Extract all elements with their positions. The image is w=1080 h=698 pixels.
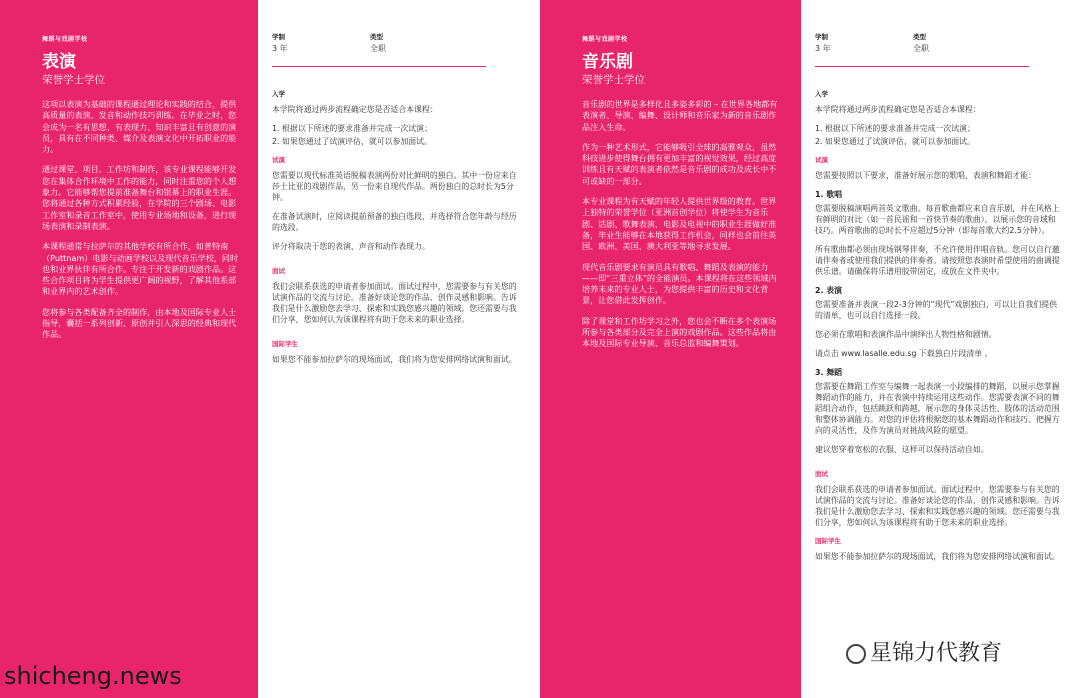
acting-paragraph: 请点击 www.lasalle.edu.sg 下载独白片段清单 。: [815, 349, 993, 358]
program-title: 音乐剧: [582, 52, 633, 72]
intro-paragraph: 本课程通常与拉萨尔的其他学校有所合作，如普特南（Puttnam）电影与动画学校以及现代音乐学校，同时也和业界伙伴有所合作。专注于开发新的戏剧作品。这些合作项目将为学生提供更广阔的视野，了解其他系部和业界内的艺术创作。: [42, 241, 239, 297]
audition-paragraph: 您需要以现代标准英语脱稿表演两份对比鲜明的独白。其中一份应来自莎士比亚的戏剧作品，另一份来自现代作品。两份独白的总时长为5分钟。: [272, 171, 517, 202]
dance-heading: 3. 舞蹈: [815, 368, 843, 377]
admission-heading: 入学: [815, 90, 828, 98]
intro-paragraph: 作为一种艺术形式，它能够吸引全球的高雅观众，虽然科技进步使得舞台拥有更加丰富的视觉效果，经过高度训练且有天赋的表演者依然是音乐剧的成功及成长中不可或缺的一部分。: [582, 141, 777, 186]
audition-heading: 试演: [815, 156, 828, 164]
acting-admission-page: [258, 0, 540, 698]
acting-paragraph: 您需要准备并表演一段2-3分钟的“现代”戏剧独白，可以让自我们提供的清单，也可以自行选择一段。: [815, 300, 1058, 320]
interview-paragraph: 我们会联系获选的申请者参加面试。面试过程中，您需要参与有关您的试演作品的交流与讨论。准备好谈论您的作品、创作灵感和影响。告诉我们是什么激励您去学习、探索和实践您感兴趣的领域。您还需要与我们分享，您如何认为该课程将有助于您未来的职业选择。: [815, 485, 1060, 527]
degree-subtitle: 荣誉学士学位: [582, 74, 645, 86]
intl-students-heading: 国际学生: [815, 537, 841, 545]
admission-step: 2. 如果您通过了试演评估，就可以参加面试。: [272, 137, 432, 146]
intro-paragraph: 这项以表演为基础的课程通过理论和实践的结合，提供高质量的表演、发音和动作技巧训练。在毕业之时，您会成为一名有思想、有表现力、知识丰富且有创意的演员，具有在不同种类、媒介及表演文化中开拓职业的能力。: [42, 99, 237, 155]
singing-paragraph: 您需要脱稿演唱两首英文歌曲。每首歌曲都应来自音乐剧，并在风格上有鲜明的对比（如一首民谣和一首快节奏的歌曲），以展示您的音域和技巧。两首歌曲的总时长不应超过5分钟（即每首歌大约2.5分钟）。: [815, 204, 1060, 235]
singing-paragraph: 所有歌曲都必须由现场钢琴伴奏，不允许使用伴唱音轨。您可以自行邀请伴奏者或使用我们提供的伴奏者。请按照您表演时希望使用的曲调提供乐谱。请确保将乐谱用胶带固定，或放在文件夹中。: [815, 245, 1060, 276]
brand-watermark: [842, 636, 1006, 667]
acting-intro-page: [0, 0, 258, 698]
type-value: 全职: [913, 44, 929, 53]
acting-heading: 2. 表演: [815, 286, 843, 295]
type-value: 全职: [370, 44, 386, 53]
audition-paragraph: 评分将取决于您的表演、声音和动作表现力。: [272, 242, 430, 251]
dance-note: 建议您穿着宽松的衣服，这样可以保持活动自如。: [815, 445, 989, 454]
intro-paragraph: 本专业课程为有天赋的年轻人提供世界级的教育。世界上独特的荣誉学位（亚洲首创学位）将使学生为音乐剧、话剧、歌舞表演、电影及电视中的职业生涯做好准备，毕业生能够在本地获得工作机会，同样也会前往英国、欧洲、美国、澳大利亚等地寻求发展。: [582, 196, 777, 252]
school-name: 舞蹈与戏剧学校: [42, 36, 88, 43]
musical-admission-page: [801, 0, 1080, 698]
intro-paragraph: 除了课堂和工作坊学习之外，您也会不断在多个表演场所参与各类部分及完全上演的戏剧作品。这些作品将由本地及国际专业导演、音乐总监和编舞策划。: [582, 315, 777, 349]
interview-heading: 面试: [815, 470, 828, 478]
program-meta: [815, 32, 1029, 67]
interview-paragraph: 我们会联系获选的申请者参加面试。面试过程中，您需要参与有关您的试演作品的交流与讨论。准备好谈论您的作品、创作灵感和影响。告诉我们是什么激励您去学习、探索和实践您感兴趣的领域。您还需要与我们分享，您如何认为该课程将有助于您未来的职业选择。: [272, 282, 517, 324]
type-label: 类型: [913, 33, 926, 41]
brand-watermark-text: 星锦力代教育: [870, 641, 1003, 666]
admission-step: 1. 根据以下所述的要求准备并完成一次试演；: [815, 124, 975, 133]
wechat-icon: [846, 644, 866, 664]
intl-students-paragraph: 如果您不能参加拉萨尔的现场面试，我们将为您安排网络试演和面试。: [815, 552, 1060, 561]
intro-paragraph: 您将参与各类配备齐全的制作，由本地及国际专业人士指导，囊括一系列创新、原创并引人深思的经典和现代作品。: [42, 306, 237, 340]
intro-paragraph: 音乐剧的世界是多样化且多姿多彩的 – 在世界各地都有表演者、导演、编舞、设计师和音乐家为新的音乐剧作品注入生命。: [582, 99, 778, 132]
musical-intro-page: [540, 0, 801, 698]
admission-heading: 入学: [272, 90, 285, 98]
school-name: 舞蹈与戏剧学校: [582, 36, 628, 43]
intro-paragraph: 现代音乐剧要求有演员具有歌唱、舞蹈及表演的能力——即“三重立体”的全能演员。本课程将在这些领域内培养未来的专业人士，为您提供丰富的历史和文化背景，让您借此发挥创作。: [582, 261, 777, 306]
duration-label: 学制: [272, 33, 285, 41]
intl-students-paragraph: 如果您不能参加拉萨尔的现场面试，我们将为您安排网络试演和面试。: [272, 355, 517, 364]
program-meta: [272, 32, 486, 67]
audition-paragraph: 在准备试演时，应阅读提前预备的独白选段，并选择符合您年龄与经历的选段。: [272, 212, 517, 232]
intro-paragraph: 通过课堂、项目、工作坊和制作，该专业课程能够开发您在集体合作环境中工作的能力，同时注重您的个人想象力。它能够帮您提前准备舞台和银幕上的职业生涯。您将通过各种方式积累经验，在学院的三个剧场、电影工作室和录音工作室中，使用专业场地和设备，进行现场表演和录制表演。: [42, 164, 237, 231]
degree-subtitle: 荣誉学士学位: [42, 74, 105, 86]
admission-step: 1. 根据以下所述的要求准备并完成一次试演；: [272, 124, 432, 133]
dance-paragraph: 您需要在舞蹈工作室与编舞一起表演一小段编排的舞蹈，以展示您掌握舞蹈动作的能力，并在表演中持续运用这些动作。您需要表演不同的舞蹈组合动作，包括跳跃和跨越，展示您的身体灵活性、肢体的活动范围和整体协调能力。对您的评估将根据您的基本舞蹈动作和技巧、把握方向的灵活性，及作为演员对挑战风险的愿望。: [815, 382, 1060, 435]
intl-students-heading: 国际学生: [272, 340, 298, 348]
site-watermark: shicheng.news: [4, 662, 182, 690]
type-label: 类型: [370, 33, 383, 41]
admission-intro: 本学院将通过两步流程确定您是否适合本课程：: [815, 105, 981, 114]
singing-heading: 1. 歌唱: [815, 190, 843, 199]
duration-value: 3 年: [815, 44, 831, 53]
duration-label: 学制: [815, 33, 828, 41]
interview-heading: 面试: [272, 267, 285, 275]
admission-step: 2. 如果您通过了试演评估，就可以参加面试。: [815, 137, 975, 146]
audition-heading: 试演: [272, 156, 285, 164]
duration-value: 3 年: [272, 44, 288, 53]
acting-paragraph: 您必须在歌唱和表演作品中演绎出人物性格和剧情。: [815, 330, 997, 339]
admission-intro: 本学院将通过两步流程确定您是否适合本课程：: [272, 105, 438, 114]
program-title: 表演: [42, 52, 76, 72]
audition-intro: 您需要按照以下要求，准备好展示您的歌唱、表演和舞蹈才能：: [815, 171, 1036, 180]
